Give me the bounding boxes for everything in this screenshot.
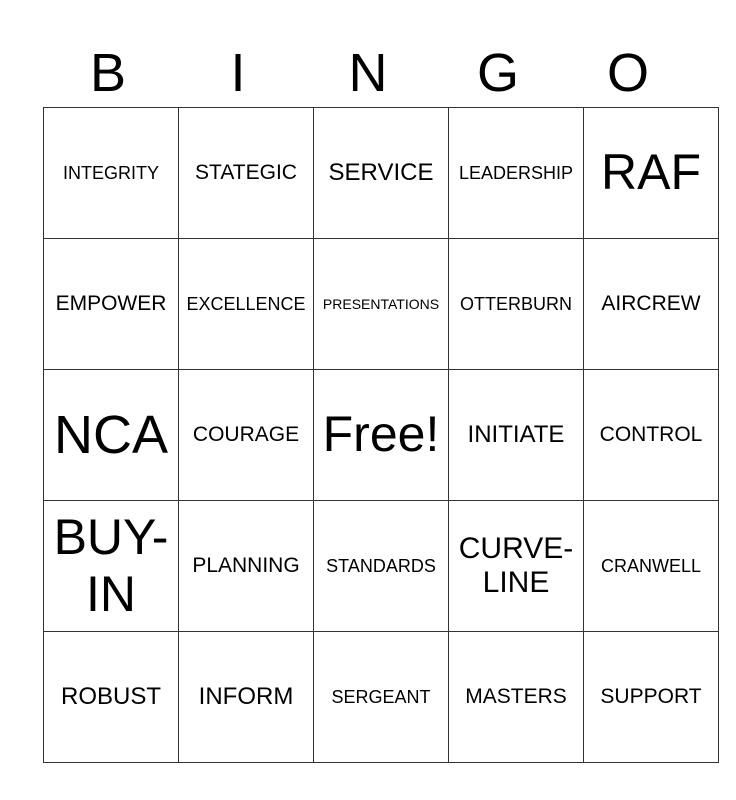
header-letter-b: B <box>89 43 127 103</box>
bingo-cell: INTEGRITY <box>44 108 179 239</box>
board-row-4 <box>44 501 719 632</box>
bingo-cell: AIRCREW <box>584 239 719 370</box>
board-row-2 <box>44 239 719 370</box>
bingo-cell: EMPOWER <box>44 239 179 370</box>
bingo-cell: ROBUST <box>44 632 179 763</box>
bingo-header <box>43 38 693 108</box>
bingo-cell: PLANNING <box>179 501 314 632</box>
bingo-cell: SERGEANT <box>314 632 449 763</box>
header-letter-o: O <box>606 43 649 103</box>
bingo-cell: RAF <box>584 108 719 239</box>
bingo-cell: NCA <box>44 370 179 501</box>
bingo-cell: LEADERSHIP <box>449 108 584 239</box>
bingo-cell: CONTROL <box>584 370 719 501</box>
bingo-cell: COURAGE <box>179 370 314 501</box>
bingo-cell: EXCELLENCE <box>179 239 314 370</box>
bingo-board <box>43 107 719 763</box>
free-space-cell: Free! <box>314 370 449 501</box>
header-letter-n: N <box>348 43 388 103</box>
bingo-cell: BUY-IN <box>44 501 179 632</box>
bingo-cell: STATEGIC <box>179 108 314 239</box>
bingo-cell: SUPPORT <box>584 632 719 763</box>
bingo-cell: PRESENTATIONS <box>314 239 449 370</box>
bingo-cell: CURVE-LINE <box>449 501 584 632</box>
board-row-5 <box>44 632 719 763</box>
bingo-cell: CRANWELL <box>584 501 719 632</box>
bingo-cell: OTTERBURN <box>449 239 584 370</box>
header-letter-g: G <box>476 43 519 103</box>
board-row-1 <box>44 108 719 239</box>
header-letter-i: I <box>230 43 246 103</box>
bingo-cell: INITIATE <box>449 370 584 501</box>
bingo-cell: STANDARDS <box>314 501 449 632</box>
bingo-cell: INFORM <box>179 632 314 763</box>
board-row-3 <box>44 370 719 501</box>
bingo-cell: MASTERS <box>449 632 584 763</box>
bingo-cell: SERVICE <box>314 108 449 239</box>
